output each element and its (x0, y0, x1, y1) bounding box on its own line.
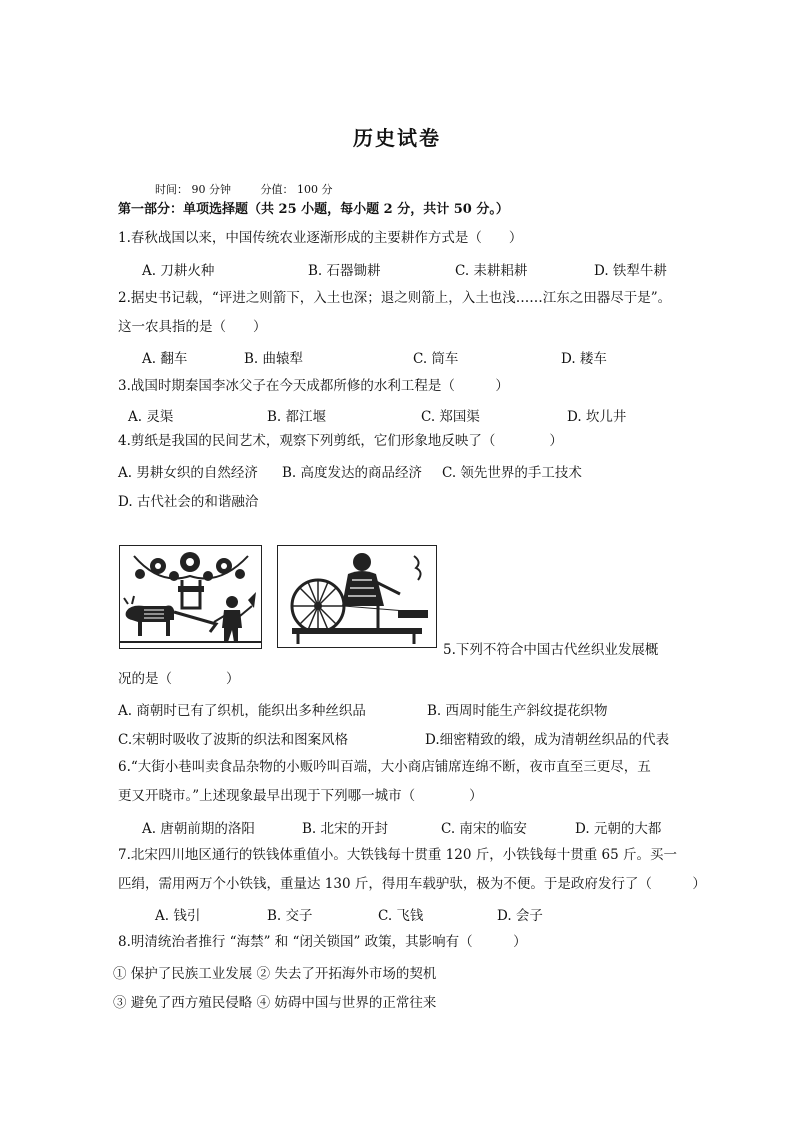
q4-option-c: C. 领先世界的手工技术 (442, 465, 582, 481)
q2-option-d: D. 耧车 (561, 351, 607, 367)
q5-option-a: A. 商朝时已有了织机，能织出多种丝织品 (118, 703, 366, 719)
page-title: 历史试卷 (353, 126, 441, 150)
total-score: 分值： 100 分 (260, 183, 333, 196)
q3-option-a: A. 灵渠 (128, 409, 174, 425)
q6-option-a: A. 唐朝前期的洛阳 (142, 821, 255, 837)
q2-option-c: C. 筒车 (413, 351, 459, 367)
q1-option-a: A. 刀耕火种 (142, 263, 215, 279)
q4-option-b: B. 高度发达的商品经济 (282, 465, 423, 481)
q5-option-d: D.细密精致的缎，成为清朝丝织品的代表 (425, 732, 670, 748)
weaving-papercut-icon (278, 546, 436, 647)
question-6-stem-line2: 更又开晓市。”上述现象最早出现于下列哪一城市（ ） (118, 788, 483, 804)
question-7-stem-line1: 7.北宋四川地区通行的铁钱体重值小。大铁钱每十贯重 120 斤，小铁钱每十贯重 65 斤。买一 (118, 847, 677, 863)
q1-option-d: D. 铁犁牛耕 (594, 263, 667, 279)
q3-option-c: C. 郑国渠 (421, 409, 480, 425)
q1-option-b: B. 石器锄耕 (308, 263, 381, 279)
q4-option-d: D. 古代社会的和谐融洽 (118, 494, 259, 510)
question-2-stem-line1: 2.据史书记载，“评进之则箭下，入土也深；退之则箭上，入土也浅……江东之田器尽于是”。 (118, 290, 672, 306)
papercut-plowing-image (119, 545, 262, 649)
question-5-stem-line2: 况的是（ ） (118, 671, 240, 687)
section-heading: 第一部分：单项选择题（共 25 小题，每小题 2 分，共计 50 分。） (118, 202, 509, 217)
papercut-weaving-image (277, 545, 437, 648)
q3-option-b: B. 都江堰 (267, 409, 327, 425)
q7-option-d: D. 会子 (497, 908, 543, 924)
q6-option-c: C. 南宋的临安 (441, 821, 527, 837)
time-limit: 时间： 90 分钟 (155, 183, 231, 196)
exam-meta (155, 181, 359, 197)
q7-option-b: B. 交子 (267, 908, 313, 924)
q6-option-d: D. 元朝的大都 (575, 821, 662, 837)
q8-statements-1-2: ① 保护了民族工业发展 ② 失去了开拓海外市场的契机 (113, 966, 437, 982)
q7-option-a: A. 钱引 (155, 908, 201, 924)
question-2-stem-line2: 这一农具指的是（ ） (118, 319, 267, 335)
q4-option-a: A. 男耕女织的自然经济 (118, 465, 258, 481)
question-1-stem: 1.春秋战国以来，中国传统农业逐渐形成的主要耕作方式是（ ） (118, 230, 523, 246)
question-7-stem-line2: 匹绢，需用两万个小铁钱，重量达 130 斤，得用车载驴驮，极为不便。于是政府发行了（ ） (118, 876, 706, 892)
q5-option-c: C.宋朝时吸收了波斯的织法和图案风格 (118, 732, 349, 748)
q8-statements-3-4: ③ 避免了西方殖民侵略 ④ 妨碍中国与世界的正常往来 (113, 995, 437, 1011)
question-6-stem-line1: 6.“大街小巷叫卖食品杂物的小贩吟叫百端，大小商店铺席连绵不断，夜市直至三更尽，五 (118, 759, 651, 775)
question-5-stem-line1: 5.下列不符合中国古代丝织业发展概 (443, 642, 659, 658)
question-8-stem: 8.明清统治者推行 “海禁” 和 “闭关锁国” 政策，其影响有（ ） (118, 934, 527, 950)
q5-option-b: B. 西周时能生产斜纹提花织物 (427, 703, 608, 719)
q2-option-b: B. 曲辕犁 (244, 351, 304, 367)
q7-option-c: C. 飞钱 (378, 908, 424, 924)
q3-option-d: D. 坎儿井 (567, 409, 627, 425)
question-3-stem: 3.战国时期秦国李冰父子在今天成都所修的水利工程是（ ） (118, 378, 509, 394)
question-4-stem: 4.剪纸是我国的民间艺术，观察下列剪纸，它们形象地反映了（ ） (118, 433, 563, 449)
q6-option-b: B. 北宋的开封 (302, 821, 389, 837)
q1-option-c: C. 耒耕耜耕 (455, 263, 528, 279)
farming-papercut-icon (120, 546, 261, 648)
q2-option-a: A. 翻车 (142, 351, 188, 367)
